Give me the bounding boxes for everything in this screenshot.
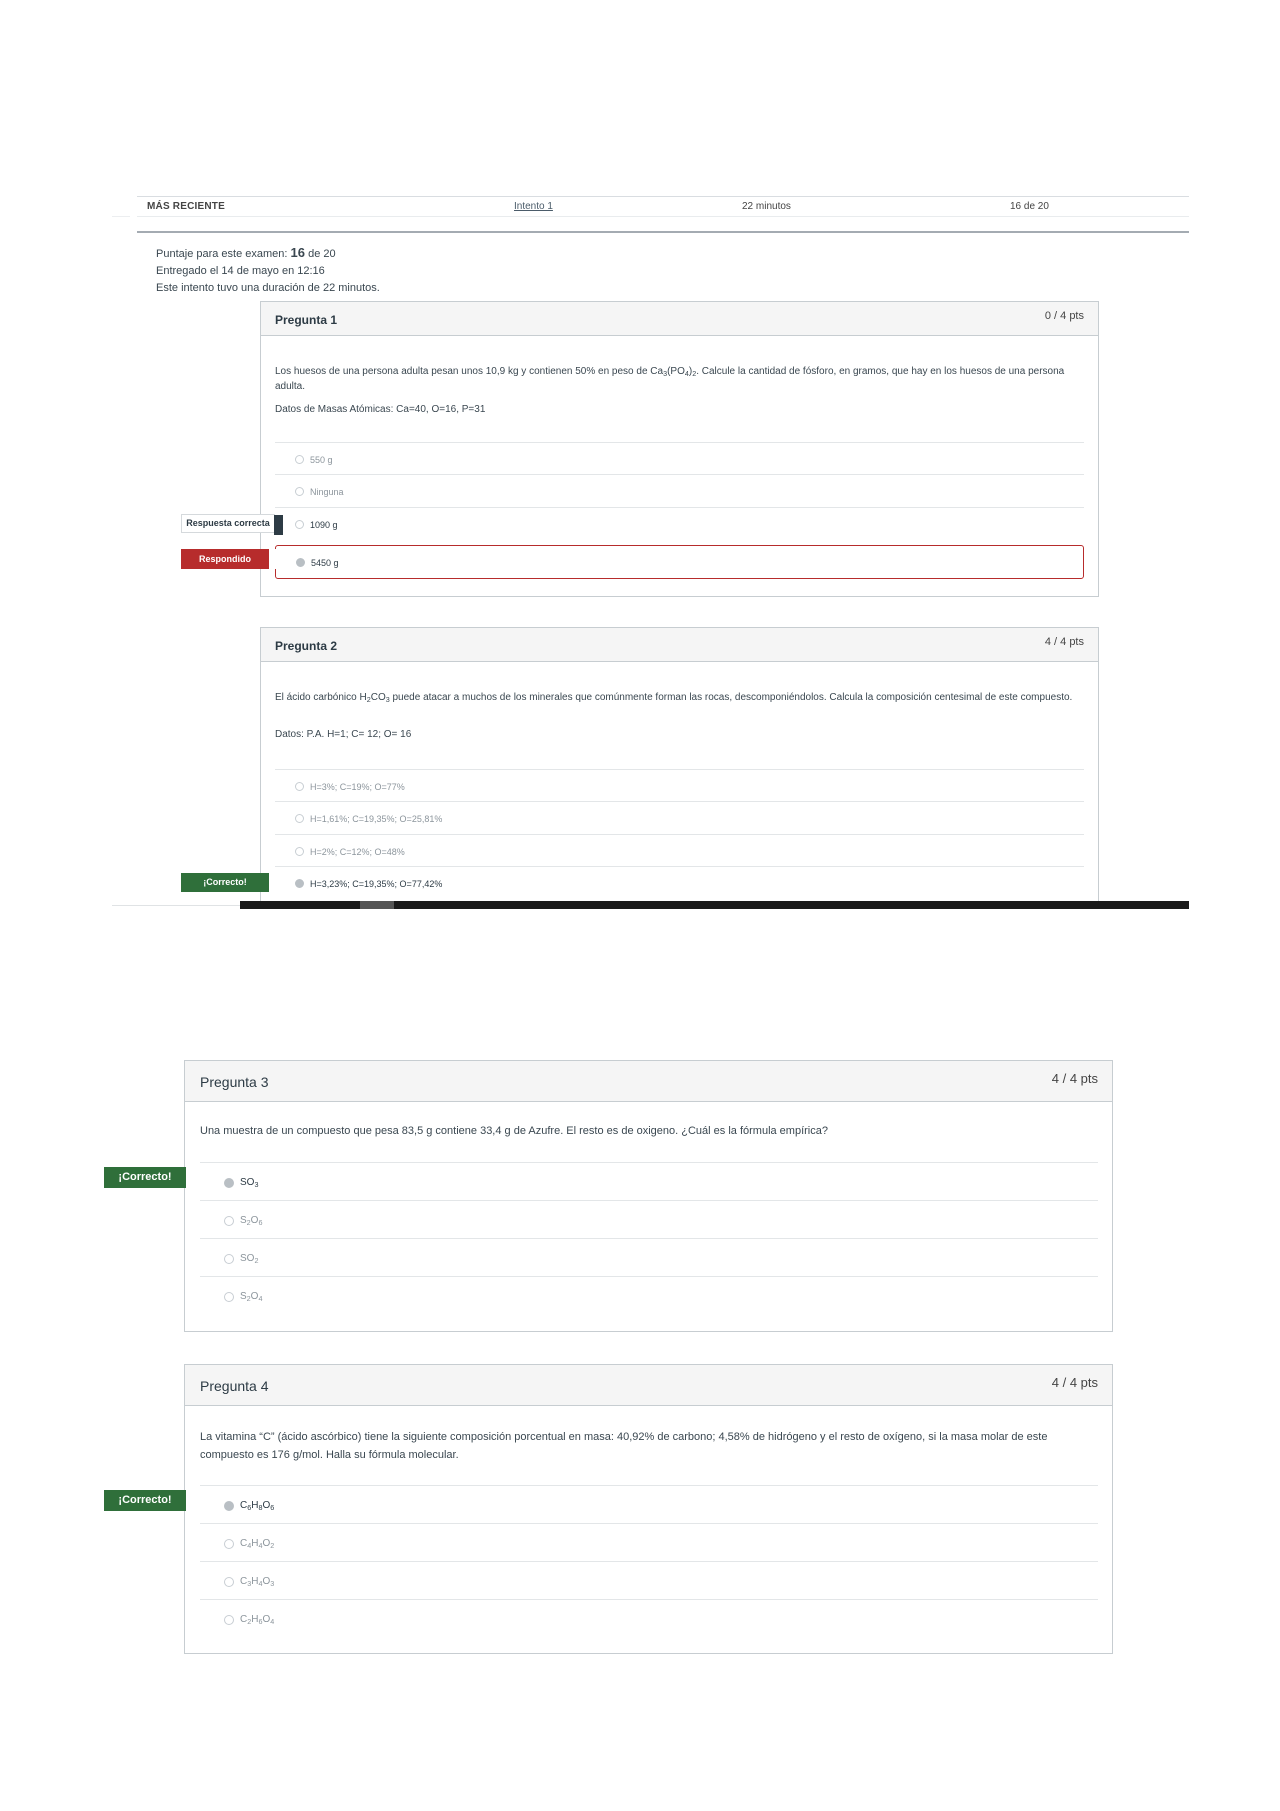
answer-text: $SO_3$: [240, 1177, 259, 1189]
question-header: [261, 628, 1098, 662]
correct-flag: ¡Correcto!: [104, 1167, 186, 1188]
radio-icon[interactable]: [224, 1577, 234, 1587]
radio-icon[interactable]: [224, 1178, 234, 1188]
radio-icon[interactable]: [224, 1615, 234, 1625]
answer-text: $C_4H_4O_2$: [240, 1538, 275, 1550]
question-data: Datos de Masas Atómicas: Ca=40, O=16, P=31: [275, 404, 486, 415]
question-title: Pregunta 4: [200, 1378, 269, 1394]
answer-option[interactable]: [275, 769, 1084, 802]
question-3: [184, 1060, 1113, 1332]
answer-text: Ninguna: [310, 487, 344, 497]
question-points: 0 / 4 pts: [1044, 310, 1084, 322]
radio-icon[interactable]: [224, 1216, 234, 1226]
radio-icon[interactable]: [296, 558, 305, 567]
horizontal-scrollbar[interactable]: [240, 901, 1189, 909]
radio-icon[interactable]: [295, 487, 304, 496]
divider: [112, 905, 240, 906]
score-line: [156, 244, 380, 263]
question-1: [260, 301, 1099, 597]
radio-icon[interactable]: [224, 1292, 234, 1302]
question-text: La vitamina “C” (ácido ascórbico) tiene la siguiente composición porcentual en masa: 40,92% de carbono; 4,58% de hidrógeno y el resto de oxígeno, si la masa molar de este compuesto es 176 g/mol. Halla su fórmula molecular.: [200, 1431, 1048, 1461]
score-suffix: de 20: [308, 248, 336, 260]
answer-option-selected[interactable]: [200, 1162, 1098, 1201]
answer-option-selected[interactable]: [200, 1485, 1098, 1524]
answer-option[interactable]: [200, 1599, 1098, 1638]
answer-option[interactable]: [275, 474, 1084, 507]
submitted-line: Entregado el 14 de mayo en 12:16: [156, 265, 325, 277]
answer-text: H=3,23%; C=19,35%; O=77,42%: [310, 879, 443, 889]
question-data: Datos: P.A. H=1; C= 12; O= 16: [275, 729, 412, 740]
answer-option-selected[interactable]: [275, 866, 1084, 899]
question-points: 4 / 4 pts: [1051, 1071, 1098, 1086]
radio-icon[interactable]: [295, 847, 304, 856]
attempt-label: MÁS RECIENTE: [147, 201, 225, 212]
answered-flag: Respondido: [181, 549, 269, 569]
answer-text: H=3%; C=19%; O=77%: [310, 782, 405, 792]
answer-text: $C_3H_4O_3$: [240, 1576, 275, 1588]
answer-option[interactable]: [200, 1561, 1098, 1600]
answer-text: $S_2O_4$: [240, 1291, 263, 1303]
duration-line: Este intento tuvo una duración de 22 minutos.: [156, 282, 380, 294]
question-4: [184, 1364, 1113, 1654]
radio-icon[interactable]: [295, 455, 304, 464]
score-prefix: Puntaje para este examen:: [156, 248, 288, 260]
answer-option[interactable]: [275, 442, 1084, 475]
answer-text: 5450 g: [311, 558, 339, 568]
answer-text: 1090 g: [310, 520, 338, 530]
attempt-link[interactable]: Intento 1: [514, 201, 553, 212]
answer-text: $SO_2$: [240, 1253, 259, 1265]
question-text: Los huesos de una persona adulta pesan unos 10,9 kg y contienen 50% en peso de $Ca_3(PO_4)_2$. Calcule la cantidad de fósforo, en gramos, que hay en los huesos de una persona adulta.: [275, 366, 1065, 392]
answer-option[interactable]: [200, 1276, 1098, 1315]
correct-flag: ¡Correcto!: [104, 1490, 186, 1511]
correct-flag: ¡Correcto!: [181, 873, 269, 892]
radio-icon[interactable]: [295, 520, 304, 529]
radio-icon[interactable]: [224, 1501, 234, 1511]
radio-icon[interactable]: [295, 782, 304, 791]
answer-option[interactable]: [200, 1200, 1098, 1239]
radio-icon[interactable]: [295, 814, 304, 823]
quiz-summary: [156, 244, 380, 297]
question-title: Pregunta 1: [275, 313, 338, 327]
answer-text: $C_6H_8O_6$: [240, 1500, 275, 1512]
question-title: Pregunta 2: [275, 639, 338, 653]
correct-answer-flag: Respuesta correcta: [181, 514, 275, 533]
attempt-duration: 22 minutos: [742, 201, 791, 212]
divider: [112, 216, 130, 217]
score-value: 16: [290, 245, 306, 260]
attempt-score: 16 de 20: [1010, 201, 1049, 212]
answer-option-selected[interactable]: [275, 545, 1084, 579]
answer-text: 550 g: [310, 455, 333, 465]
question-title: Pregunta 3: [200, 1074, 269, 1090]
question-points: 4 / 4 pts: [1044, 636, 1084, 648]
radio-icon[interactable]: [224, 1254, 234, 1264]
radio-icon[interactable]: [224, 1539, 234, 1549]
question-header: [185, 1365, 1112, 1406]
answer-text: $C_2H_6O_4$: [240, 1614, 275, 1626]
answer-option[interactable]: [200, 1523, 1098, 1562]
answer-text: H=1,61%; C=19,35%; O=25,81%: [310, 814, 443, 824]
answer-option[interactable]: [275, 801, 1084, 834]
answer-option[interactable]: [200, 1238, 1098, 1277]
answer-option[interactable]: [275, 507, 1084, 540]
answer-option[interactable]: [275, 834, 1084, 867]
question-header: [261, 302, 1098, 336]
scrollbar-thumb[interactable]: [360, 901, 394, 909]
answer-text: H=2%; C=12%; O=48%: [310, 847, 405, 857]
question-header: [185, 1061, 1112, 1102]
answer-text: $S_2O_6$: [240, 1215, 263, 1227]
question-text: El ácido carbónico $H_2CO_3$ puede atacar a muchos de los minerales que comúnmente forman las rocas, descomponiéndolos. Calcula la composición centesimal de este compuesto.: [275, 692, 1073, 704]
question-text: Una muestra de un compuesto que pesa 83,5 g contiene 33,4 g de Azufre. El resto es de oxigeno. ¿Cuál es la fórmula empírica?: [200, 1125, 828, 1137]
radio-icon[interactable]: [295, 879, 304, 888]
question-2: [260, 627, 1099, 908]
attempts-table: [137, 196, 1189, 233]
divider: [137, 216, 1189, 217]
question-points: 4 / 4 pts: [1051, 1375, 1098, 1390]
